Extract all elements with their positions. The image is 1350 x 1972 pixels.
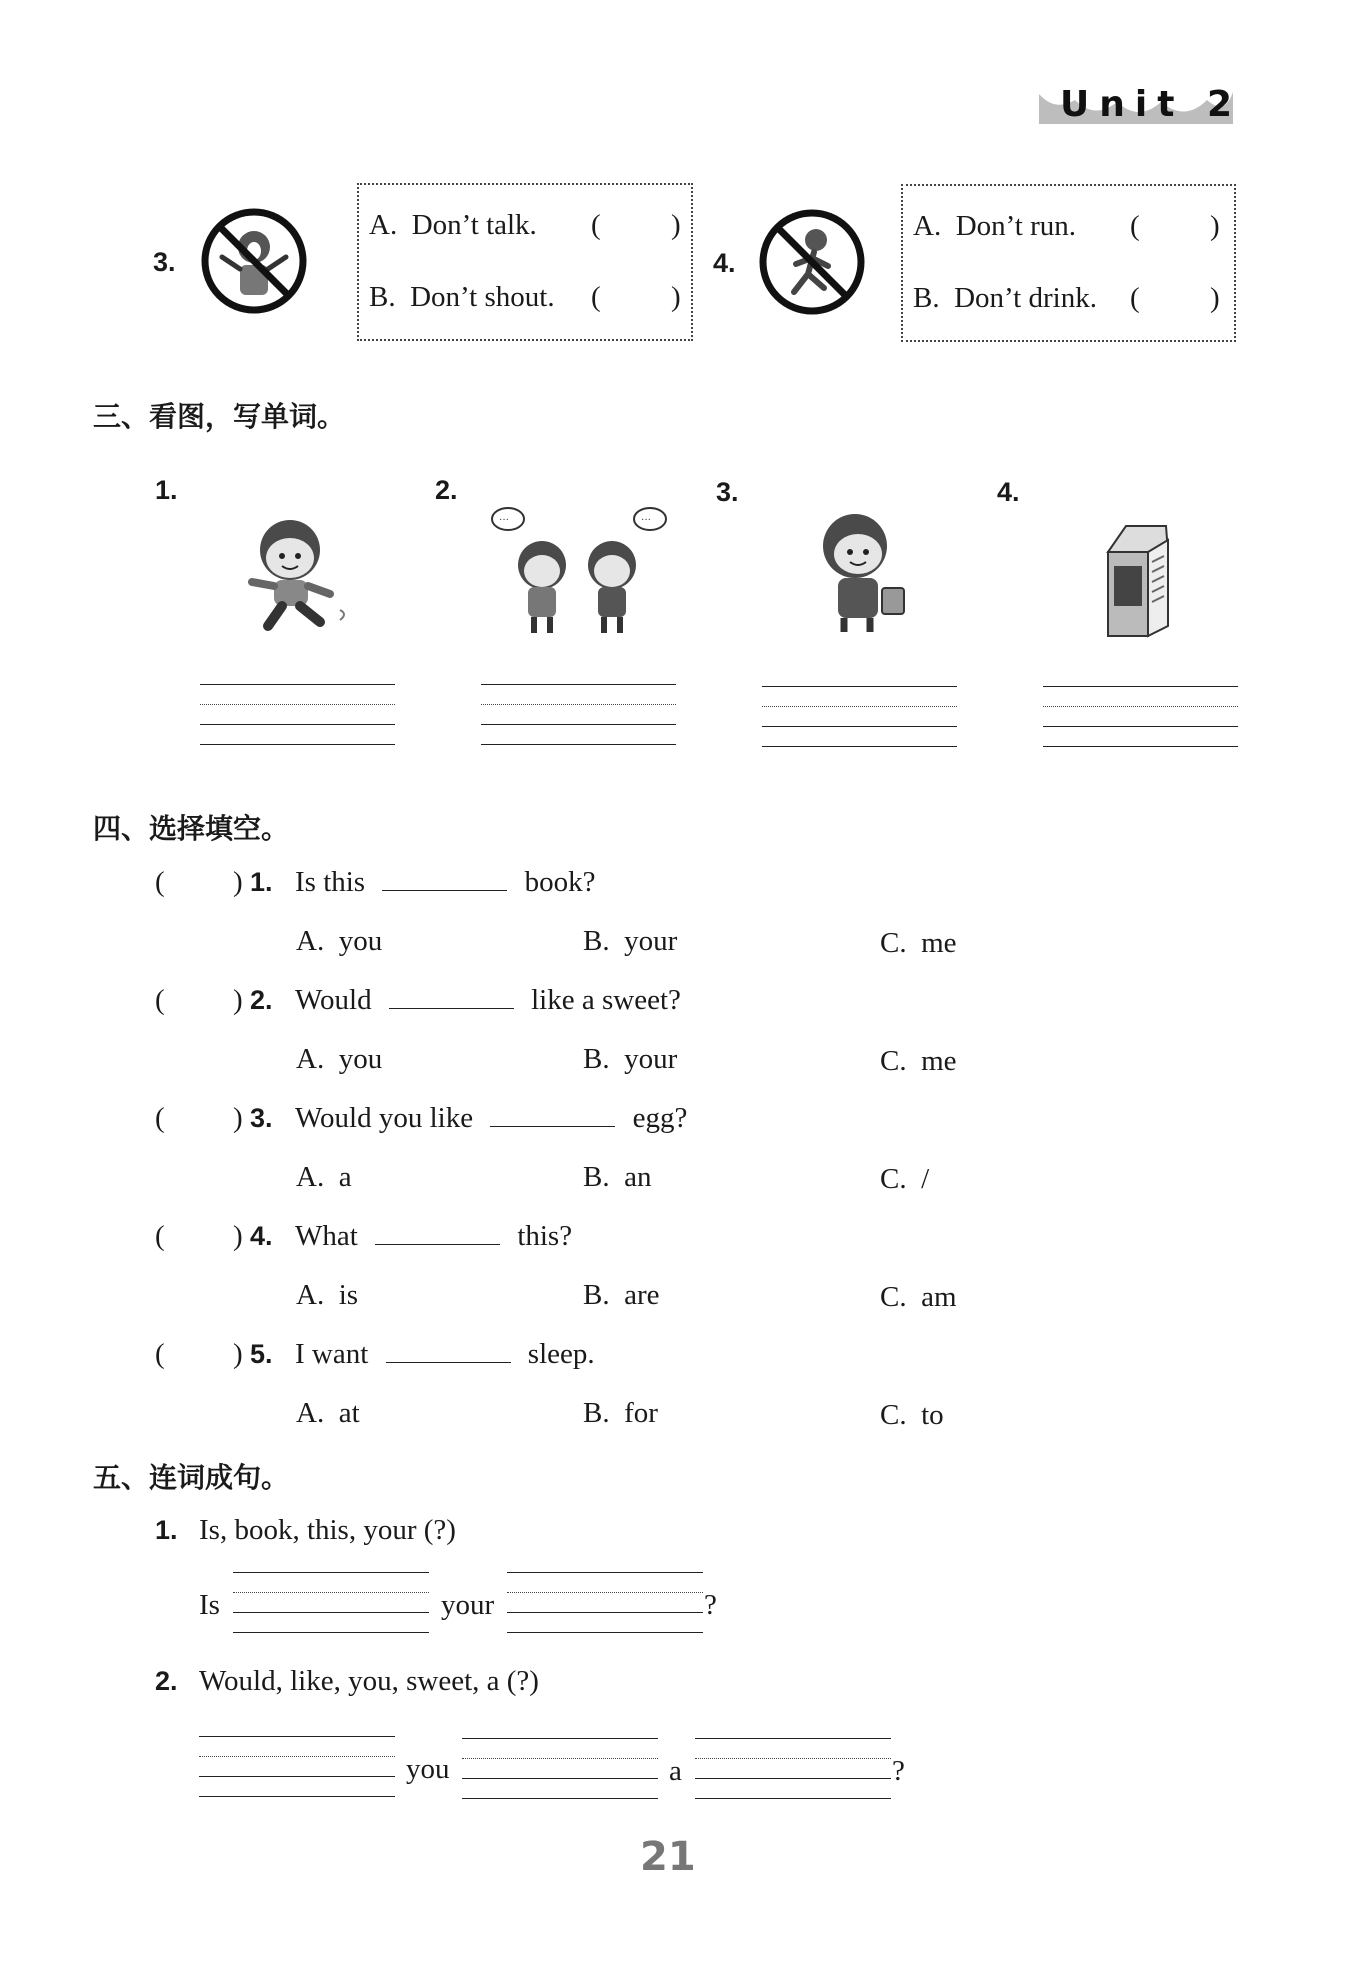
answer-paren-close: ) xyxy=(1210,210,1220,242)
answer-paren-close: ) xyxy=(233,1220,243,1252)
answer-paren-close: ) xyxy=(1210,282,1220,314)
page-number: 21 xyxy=(640,1834,696,1880)
option-a: A. you xyxy=(296,1043,383,1075)
option-b: B. Don’t drink. xyxy=(913,282,1097,314)
question-text xyxy=(295,1102,687,1135)
answer-paren-open: ( xyxy=(155,866,165,898)
writing-lines[interactable] xyxy=(200,684,395,748)
no-running-sign-icon xyxy=(758,208,866,316)
choice-box-3 xyxy=(357,183,693,341)
running-boy-icon xyxy=(232,510,362,640)
writing-lines[interactable] xyxy=(1043,686,1238,750)
option-b: B. your xyxy=(583,925,678,957)
scrambled-words: Would, like, you, sweet, a (?) xyxy=(199,1665,539,1697)
answer-paren-close: ) xyxy=(233,1338,243,1370)
option-a: A. you xyxy=(296,925,383,957)
unit-title: Unit 2 xyxy=(1060,84,1242,125)
question-after: this? xyxy=(517,1220,573,1252)
item-number: 4. xyxy=(997,477,1020,507)
given-word: Is xyxy=(199,1589,220,1621)
item-number: 3. xyxy=(716,477,739,507)
option-a: A. a xyxy=(296,1161,352,1193)
question-text xyxy=(295,1220,572,1253)
writing-lines[interactable] xyxy=(762,686,957,750)
given-word: a xyxy=(669,1755,682,1787)
question-number: 1. xyxy=(155,1515,178,1545)
option-a: A. is xyxy=(296,1279,359,1311)
option-b: B. for xyxy=(583,1397,658,1429)
question-number: 2. xyxy=(250,985,273,1015)
question-number: 3. xyxy=(250,1103,273,1133)
section-title: 三、看图，写单词。 xyxy=(93,400,346,433)
option-b: B. an xyxy=(583,1161,652,1193)
writing-lines[interactable] xyxy=(199,1736,395,1800)
fill-blank[interactable] xyxy=(375,1244,500,1245)
question-text xyxy=(295,1338,595,1371)
two-girls-talking-icon xyxy=(484,505,674,640)
question-number: 1. xyxy=(250,867,273,897)
question-before: Is this xyxy=(295,866,366,898)
question-number: 4. xyxy=(713,248,736,278)
answer-paren-close: ) xyxy=(233,984,243,1016)
question-number: 3. xyxy=(153,247,176,277)
writing-lines[interactable] xyxy=(462,1738,658,1802)
question-mark: ? xyxy=(892,1755,905,1787)
question-before: What xyxy=(295,1220,358,1252)
answer-paren-open: ( xyxy=(155,1102,165,1134)
option-b: B. your xyxy=(583,1043,678,1075)
answer-paren-close: ) xyxy=(671,209,681,241)
option-b: B. Don’t shout. xyxy=(369,281,555,313)
fill-blank[interactable] xyxy=(382,890,507,891)
option-c: C. / xyxy=(880,1163,930,1195)
answer-paren-close: ) xyxy=(671,281,681,313)
choice-box-4 xyxy=(901,184,1236,342)
fill-blank[interactable] xyxy=(389,1008,514,1009)
question-text xyxy=(295,866,595,899)
question-before: I want xyxy=(295,1338,369,1370)
question-after: book? xyxy=(524,866,596,898)
option-c: C. to xyxy=(880,1399,944,1431)
writing-lines[interactable] xyxy=(695,1738,891,1802)
answer-paren-open: ( xyxy=(1130,210,1140,242)
section-title: 五、连词成句。 xyxy=(93,1461,290,1494)
question-after: egg? xyxy=(632,1102,688,1134)
question-before: Would xyxy=(295,984,372,1016)
writing-lines[interactable] xyxy=(507,1572,703,1636)
scrambled-words: Is, book, this, your (?) xyxy=(199,1514,456,1546)
answer-paren-close: ) xyxy=(233,1102,243,1134)
answer-paren-open: ( xyxy=(1130,282,1140,314)
question-number: 5. xyxy=(250,1339,273,1369)
given-word: your xyxy=(441,1589,495,1621)
answer-paren-open: ( xyxy=(155,1220,165,1252)
option-a: A. at xyxy=(296,1397,360,1429)
option-c: C. me xyxy=(880,1045,957,1077)
writing-lines[interactable] xyxy=(233,1572,429,1636)
item-number: 1. xyxy=(155,475,178,505)
question-text xyxy=(295,984,681,1017)
girl-drinking-icon xyxy=(800,508,920,638)
given-word: you xyxy=(406,1753,450,1785)
answer-paren-close: ) xyxy=(233,866,243,898)
answer-paren-open: ( xyxy=(155,984,165,1016)
question-after: sleep. xyxy=(527,1338,595,1370)
answer-paren-open: ( xyxy=(591,209,601,241)
option-a: A. Don’t run. xyxy=(913,210,1076,242)
question-number: 4. xyxy=(250,1221,273,1251)
option-c: C. me xyxy=(880,927,957,959)
fill-blank[interactable] xyxy=(490,1126,615,1127)
svg-text:···: ··· xyxy=(499,515,509,526)
question-mark: ? xyxy=(704,1589,717,1621)
fill-blank[interactable] xyxy=(386,1362,511,1363)
option-a: A. Don’t talk. xyxy=(369,209,537,241)
milk-carton-icon xyxy=(1102,522,1174,640)
answer-paren-open: ( xyxy=(155,1338,165,1370)
svg-text:···: ··· xyxy=(641,515,651,526)
no-shouting-sign-icon xyxy=(200,207,308,315)
question-number: 2. xyxy=(155,1666,178,1696)
section-title: 四、选择填空。 xyxy=(93,812,290,845)
writing-lines[interactable] xyxy=(481,684,676,748)
option-b: B. are xyxy=(583,1279,660,1311)
question-after: like a sweet? xyxy=(531,984,681,1016)
question-before: Would you like xyxy=(295,1102,474,1134)
answer-paren-open: ( xyxy=(591,281,601,313)
option-c: C. am xyxy=(880,1281,957,1313)
item-number: 2. xyxy=(435,475,458,505)
